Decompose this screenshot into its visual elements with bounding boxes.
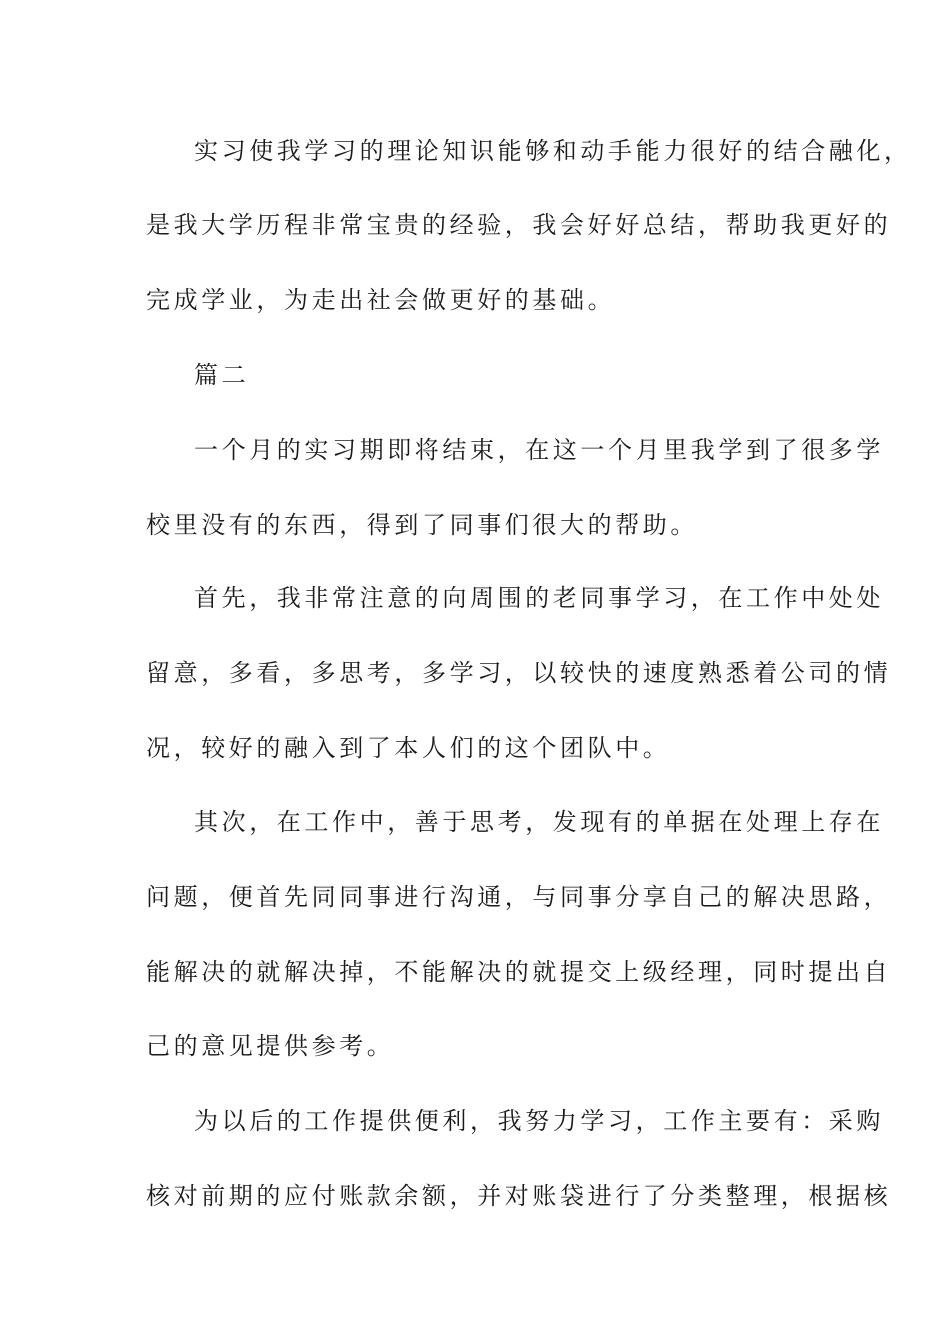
paragraph-line: 实习使我学习的理论知识能够和动手能力很好的结合融化，	[194, 137, 912, 165]
paragraph-line: 问题，便首先同同事进行沟通，与同事分享自己的解决思路，	[146, 883, 892, 911]
paragraph-line: 能解决的就解决掉，不能解决的就提交上级经理，同时提出自	[146, 958, 892, 986]
paragraph-line: 是我大学历程非常宝贵的经验，我会好好总结，帮助我更好的	[146, 211, 892, 239]
section-heading: 篇二	[194, 361, 250, 389]
paragraph-line: 首先，我非常注意的向周围的老同事学习，在工作中处处	[194, 584, 884, 612]
paragraph-line: 留意，多看，多思考，多学习，以较快的速度熟悉着公司的情	[146, 659, 892, 687]
paragraph-line: 校里没有的东西，得到了同事们很大的帮助。	[146, 511, 698, 539]
paragraph-line: 完成学业，为走出社会做更好的基础。	[146, 286, 616, 314]
paragraph-line: 其次，在工作中，善于思考，发现有的单据在处理上存在	[194, 808, 884, 836]
paragraph-line: 为以后的工作提供便利，我努力学习，工作主要有：采购	[194, 1107, 884, 1135]
paragraph-line: 己的意见提供参考。	[146, 1032, 395, 1060]
paragraph-line: 况，较好的融入到了本人们的这个团队中。	[146, 734, 671, 762]
paragraph-line: 一个月的实习期即将结束，在这一个月里我学到了很多学	[194, 436, 884, 464]
paragraph-line: 核对前期的应付账款余额，并对账袋进行了分类整理，根据核	[146, 1182, 892, 1210]
